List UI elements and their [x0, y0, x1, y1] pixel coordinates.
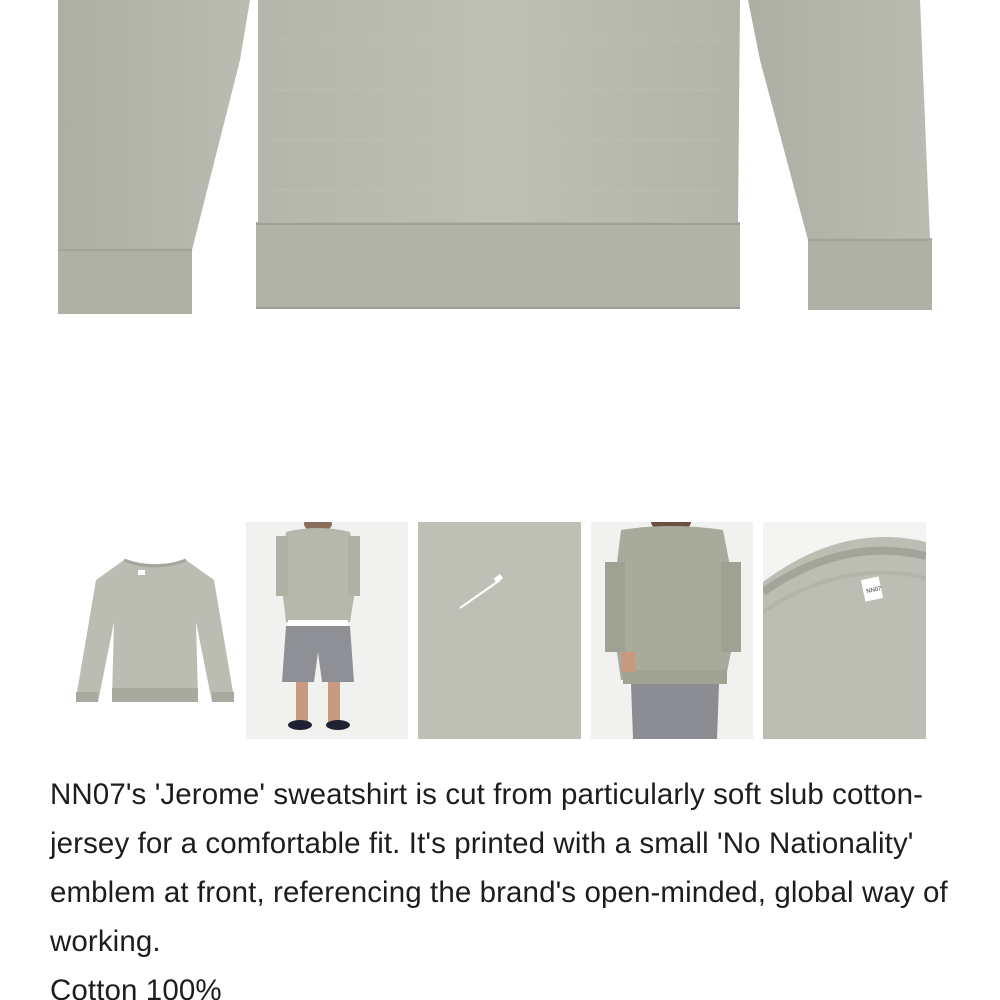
- fabric-emblem-icon: [418, 522, 581, 739]
- thumbnail-model-back[interactable]: [591, 522, 753, 739]
- product-description: NN07's 'Jerome' sweatshirt is cut from particularly soft slub cotton-jersey for a comfortable fit. It's printed with a small 'No Nationality' emblem at front, referencing the brand's open-minded, global way of working.: [50, 778, 948, 958]
- thumbnail-strip: [74, 522, 926, 739]
- product-composition: Cotton 100%: [50, 974, 222, 1000]
- sweatshirt-hero-graphic: [0, 0, 1000, 330]
- collar-label-icon: [763, 522, 926, 739]
- thumbnail-collar-closeup[interactable]: [763, 522, 926, 739]
- main-product-image[interactable]: [0, 0, 1000, 330]
- svg-text:NN07: NN07: [865, 586, 883, 596]
- thumbnail-model-front[interactable]: [246, 522, 408, 739]
- model-back-icon: [591, 522, 753, 739]
- sweatshirt-flat-icon: [74, 522, 236, 739]
- product-description-section: [50, 770, 950, 1000]
- thumbnail-flat-front[interactable]: [74, 522, 236, 739]
- thumbnail-emblem-closeup[interactable]: [418, 522, 581, 739]
- model-front-icon: [246, 522, 408, 739]
